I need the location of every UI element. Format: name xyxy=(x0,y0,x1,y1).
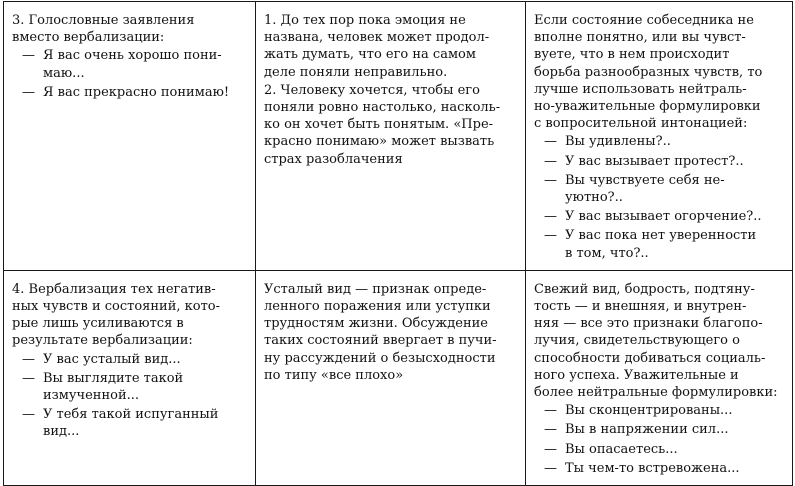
list-item: — У тебя такой испуганный вид... xyxy=(12,406,247,440)
cell-paragraph-1: 1. До тех пор пока эмоция не названа, человек может продол- жать думать, что его на самом деле поняли неправильно. xyxy=(264,13,490,80)
list-item: — Я вас прекрасно понимаю! xyxy=(12,84,247,101)
list-item: — У вас вызывает протест?.. xyxy=(534,153,784,170)
table-row xyxy=(4,2,793,271)
verbalization-table xyxy=(3,1,793,486)
table-cell-row2-col3 xyxy=(526,270,793,485)
table-cell-row1-col2 xyxy=(256,2,526,271)
list-item: — Вы удивлены?.. xyxy=(534,133,784,150)
list-item: — У вас усталый вид... xyxy=(12,351,247,368)
cell-text: Если состояние собеседника не вполне понятно, или вы чувст- вуете, что в нем происходит борьба разнообразных чувств, то лучше использовать нейтраль- но-уважительные формулировки с вопросительной интонацией: xyxy=(534,13,763,132)
list-item: — Ты чем-то встревожена... xyxy=(534,460,784,477)
list-item: — Я вас очень хорошо пони- маю... xyxy=(12,47,247,81)
example-list xyxy=(534,402,784,477)
example-list xyxy=(534,133,784,261)
table-cell-row2-col2 xyxy=(256,270,526,485)
list-item: — Вы выглядите такой измученной... xyxy=(12,370,247,404)
list-item: — У вас пока нет уверенности в том, что?.. xyxy=(534,227,784,261)
cell-text: 4. Вербализация тех негатив- ных чувств и состояний, кото- рые лишь усиливаются в результате вербализации: xyxy=(12,281,220,349)
table-cell-row1-col1 xyxy=(4,2,256,271)
example-list xyxy=(12,351,247,441)
table-cell-row1-col3 xyxy=(526,2,793,271)
list-item: — Вы чувствуете себя не- уютно?.. xyxy=(534,172,784,206)
table-cell-row2-col1 xyxy=(4,270,256,485)
cell-text: 3. Голословные заявления вместо вербализации: xyxy=(12,13,195,46)
list-item: — У вас вызывает огорчение?.. xyxy=(534,208,784,225)
table-row xyxy=(4,270,793,485)
list-item: — Вы сконцентрированы... xyxy=(534,402,784,419)
list-item: — Вы в напряжении сил... xyxy=(534,421,784,438)
list-item: — Вы опасаетесь... xyxy=(534,441,784,458)
cell-text: Свежий вид, бодрость, подтяну- тость — и внешняя, и внутрен- няя — все это признаки благопо- лучия, свидетельствующего о способности добиваться социаль- ного успеха. Уважительные и более нейтральные формулировки: xyxy=(534,281,778,401)
cell-paragraph-2: 2. Человеку хочется, чтобы его поняли ровно настолько, насколь- ко он хочет быть понятым. «Пре- красно понимаю» может вызвать страх разоблачения xyxy=(264,82,501,167)
example-list xyxy=(12,47,247,101)
cell-text: Усталый вид — признак опреде- ленного поражения или уступки трудностям жизни. Обсуждение таких состояний ввергает в пучи- ну рассуждений о безысходности по типу «все плохо» xyxy=(264,281,497,383)
